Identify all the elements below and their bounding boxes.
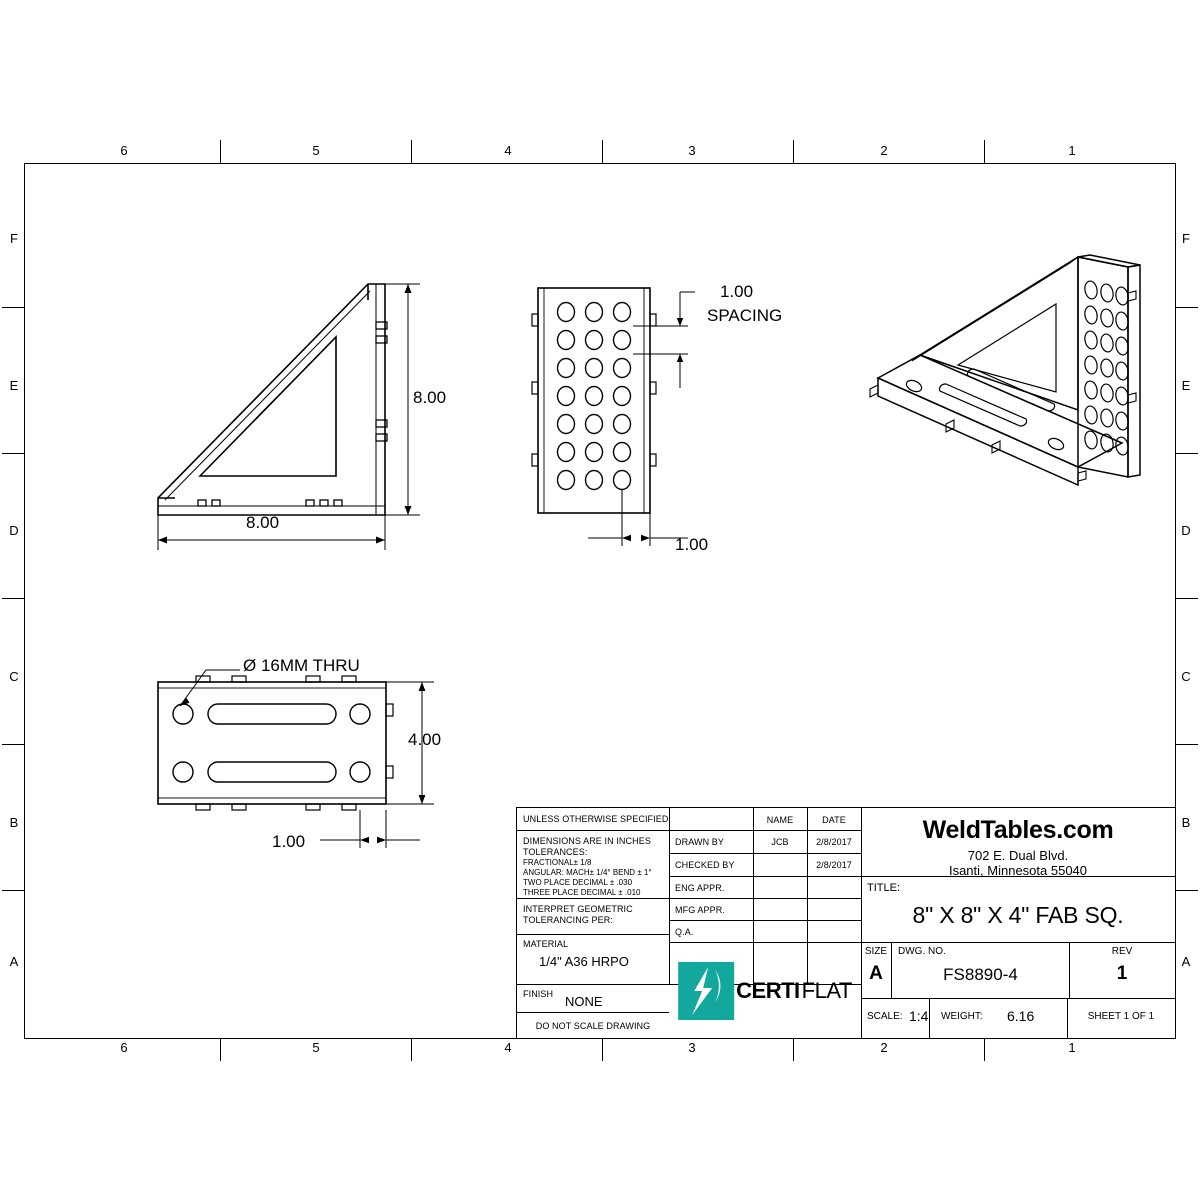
tb-divider bbox=[929, 998, 930, 1039]
rev-label: REV bbox=[1111, 946, 1133, 957]
certiflat-logo bbox=[669, 944, 861, 1038]
frame-tick-bottom bbox=[602, 1039, 603, 1061]
side-spacing-label: SPACING bbox=[707, 306, 783, 325]
title-label: TITLE: bbox=[867, 882, 901, 894]
sheet-value: SHEET 1 OF 1 bbox=[1087, 1011, 1155, 1022]
approval-date-header: DATE bbox=[822, 815, 846, 825]
frame-tick-right bbox=[1176, 307, 1198, 308]
note-fractional: FRACTIONAL± 1/8 bbox=[523, 858, 592, 867]
note-tolerances: TOLERANCES: bbox=[523, 847, 588, 857]
zone-right-b: B bbox=[1181, 815, 1191, 830]
tb-divider bbox=[669, 898, 861, 899]
note-angular: ANGULAR: MACH± 1/4° BEND ± 1° bbox=[523, 868, 652, 877]
do-not-scale-note: DO NOT SCALE DRAWING bbox=[535, 1021, 651, 1031]
tb-divider bbox=[669, 853, 861, 854]
approval-name-header: NAME bbox=[766, 815, 794, 825]
tb-divider bbox=[669, 920, 861, 921]
rev-value: 1 bbox=[1116, 963, 1128, 984]
tb-divider bbox=[669, 942, 861, 943]
top-edge-dim: 1.00 bbox=[272, 832, 306, 851]
material-value: 1/4" A36 HRPO bbox=[539, 954, 629, 969]
frame-tick-right bbox=[1176, 453, 1198, 454]
isometric-view bbox=[850, 245, 1150, 515]
zone-top-6: 6 bbox=[120, 143, 128, 158]
note-three-place-decimal: THREE PLACE DECIMAL ± .010 bbox=[523, 888, 641, 897]
side-spacing-value: 1.00 bbox=[720, 282, 754, 301]
approval-date-drawn-by: 2/8/2017 bbox=[816, 837, 852, 847]
frame-tick-left bbox=[2, 744, 24, 745]
zone-left-b: B bbox=[9, 815, 19, 830]
note-dimensions: DIMENSIONS ARE IN INCHES bbox=[523, 836, 651, 846]
dwg-no-label: DWG. NO. bbox=[898, 946, 946, 957]
company-name: WeldTables.com bbox=[922, 816, 1114, 844]
drawing-title: 8" X 8" X 4" FAB SQ. bbox=[912, 902, 1124, 928]
note-tolerancing-per: TOLERANCING PER: bbox=[523, 915, 613, 925]
hole-callout: Ø 16MM THRU bbox=[243, 656, 360, 675]
finish-value: NONE bbox=[565, 994, 603, 1009]
zone-right-a: A bbox=[1181, 954, 1191, 969]
approval-label-mfg-appr: MFG APPR. bbox=[675, 905, 725, 915]
frame-tick-top bbox=[602, 140, 603, 163]
approval-date-checked-by: 2/8/2017 bbox=[816, 860, 852, 870]
zone-bottom-4: 4 bbox=[504, 1040, 512, 1055]
tb-divider bbox=[517, 898, 669, 899]
zone-left-d: D bbox=[9, 523, 19, 538]
logo-flat-text: FLAT bbox=[801, 978, 852, 1003]
size-value: A bbox=[869, 963, 883, 984]
zone-bottom-1: 1 bbox=[1068, 1040, 1076, 1055]
note-two-place-decimal: TWO PLACE DECIMAL ± .030 bbox=[523, 878, 633, 887]
approval-label-eng-appr: ENG APPR. bbox=[675, 883, 725, 893]
certiflat-mark-icon bbox=[678, 962, 734, 1020]
tb-divider bbox=[517, 1012, 669, 1013]
frame-tick-top bbox=[220, 140, 221, 163]
zone-top-4: 4 bbox=[504, 143, 512, 158]
tb-divider bbox=[669, 876, 861, 877]
logo-certi-text: CERTI bbox=[736, 978, 800, 1003]
frame-tick-right bbox=[1176, 598, 1198, 599]
zone-bottom-6: 6 bbox=[120, 1040, 128, 1055]
size-label: SIZE bbox=[864, 946, 888, 957]
frame-tick-top bbox=[793, 140, 794, 163]
tb-divider bbox=[861, 942, 1175, 943]
dwg-no-value: FS8890-4 bbox=[943, 965, 1018, 984]
company-address-line2: Isanti, Minnesota 55040 bbox=[948, 863, 1088, 878]
approval-label-drawn-by: DRAWN BY bbox=[675, 837, 724, 847]
zone-right-d: D bbox=[1181, 523, 1191, 538]
frame-tick-right bbox=[1176, 744, 1198, 745]
frame-tick-left bbox=[2, 598, 24, 599]
tb-divider bbox=[669, 830, 861, 831]
frame-tick-top bbox=[984, 140, 985, 163]
frame-tick-top bbox=[411, 140, 412, 163]
zone-top-5: 5 bbox=[312, 143, 320, 158]
approval-name-drawn-by: JCB bbox=[771, 837, 789, 847]
front-height-dim: 8.00 bbox=[413, 388, 447, 407]
frame-tick-left bbox=[2, 307, 24, 308]
zone-right-e: E bbox=[1181, 378, 1191, 393]
zone-right-f: F bbox=[1182, 231, 1190, 246]
front-elevation-view bbox=[120, 260, 480, 560]
zone-bottom-5: 5 bbox=[312, 1040, 320, 1055]
side-hole-pattern-view bbox=[520, 270, 840, 570]
zone-left-f: F bbox=[10, 231, 18, 246]
weight-label: WEIGHT: bbox=[941, 1011, 983, 1022]
scale-label: SCALE: bbox=[867, 1011, 903, 1022]
frame-tick-bottom bbox=[220, 1039, 221, 1061]
zone-left-c: C bbox=[9, 669, 19, 684]
approval-label-checked-by: CHECKED BY bbox=[675, 860, 735, 870]
frame-tick-left bbox=[2, 453, 24, 454]
note-unless-specified: UNLESS OTHERWISE SPECIFIED: bbox=[523, 814, 672, 824]
frame-tick-right bbox=[1176, 890, 1198, 891]
top-plan-view bbox=[120, 640, 480, 870]
finish-label: FINISH bbox=[523, 989, 554, 999]
front-width-dim: 8.00 bbox=[246, 513, 280, 532]
zone-left-e: E bbox=[9, 378, 19, 393]
title-block bbox=[516, 807, 1176, 1039]
zone-top-2: 2 bbox=[880, 143, 888, 158]
zone-left-a: A bbox=[9, 954, 19, 969]
frame-tick-bottom bbox=[793, 1039, 794, 1061]
zone-top-3: 3 bbox=[688, 143, 696, 158]
zone-bottom-2: 2 bbox=[880, 1040, 888, 1055]
zone-bottom-3: 3 bbox=[688, 1040, 696, 1055]
company-address-line1: 702 E. Dual Blvd. bbox=[967, 848, 1069, 863]
material-label: MATERIAL bbox=[523, 939, 569, 949]
note-interpret-geometric: INTERPRET GEOMETRIC bbox=[523, 904, 633, 914]
side-edge-dim: 1.00 bbox=[675, 535, 709, 554]
frame-tick-bottom bbox=[984, 1039, 985, 1061]
zone-right-c: C bbox=[1181, 669, 1191, 684]
tb-divider bbox=[861, 998, 1175, 999]
approval-label-qa: Q.A. bbox=[675, 927, 694, 937]
tb-divider bbox=[517, 830, 669, 831]
tb-divider bbox=[517, 934, 669, 935]
frame-tick-left bbox=[2, 890, 24, 891]
scale-value: 1:4 bbox=[909, 1008, 929, 1024]
weight-value: 6.16 bbox=[1007, 1008, 1035, 1024]
zone-top-1: 1 bbox=[1068, 143, 1076, 158]
frame-tick-bottom bbox=[411, 1039, 412, 1061]
top-depth-dim: 4.00 bbox=[408, 730, 442, 749]
